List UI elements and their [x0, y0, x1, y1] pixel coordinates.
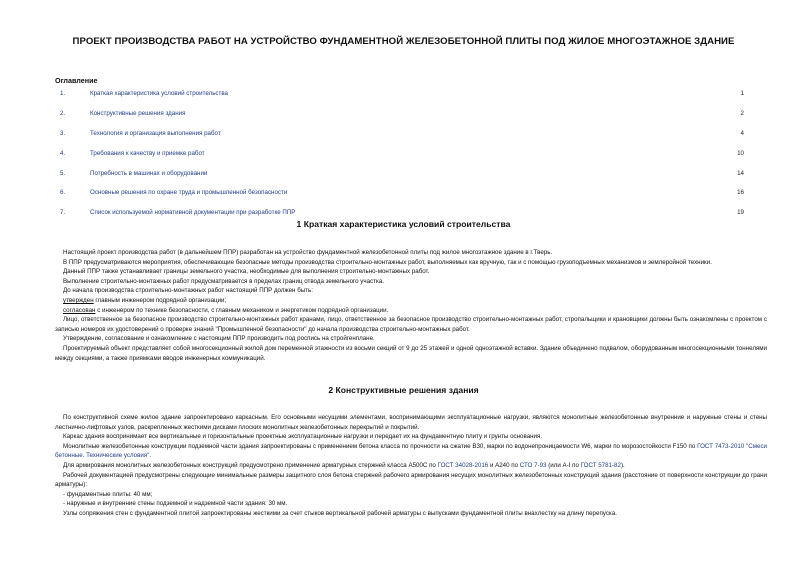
gost-5781-link[interactable]: ГОСТ 5781-82 [580, 461, 621, 469]
paragraph: По конструктивной схеме жилое здание запроектировано каркасным. Его основными несущими элементами, воспринимающими эксплуатационные нагрузки, являются монолитные железобетонные внутренние и наружные стены и стены лестнично-лифтовых узлов, раскрепленных жесткими дисками плоских монолитных железобетонных перекрытий и покрытий. [55, 414, 767, 431]
toc-link-conditions[interactable]: Краткая характеристика условий строительства [90, 90, 228, 97]
toc-item [0, 209, 807, 219]
gost-7473-link[interactable]: ГОСТ 7473-2010 "Смеси бетонные. Технические условия" [55, 442, 767, 460]
paragraph: Рабочей документацией предусмотрены следующие минимальные размеры защитного слоя бетона стержней рабочего армирования несущих монолитных железобетонных конструкций здания (расстояние от поверхности конструкции до грани арматуры): [55, 471, 767, 489]
toc-page-number: 10 [737, 150, 744, 157]
toc-item [0, 150, 807, 160]
document-title: ПРОЕКТ ПРОИЗВОДСТВА РАБОТ НА УСТРОЙСТВО ФУНДАМЕНТНОЙ ЖЕЛЕЗОБЕТОННОЙ ПЛИТЫ ПОД ЖИЛОЕ МНОГОЭТАЖНОЕ ЗДАНИЕ [72, 36, 735, 47]
toc-item-number: 3. [60, 130, 66, 137]
gost-34028-link[interactable]: ГОСТ 34028-2016 [437, 461, 489, 469]
paragraph [55, 306, 767, 316]
toc-item [0, 130, 807, 140]
toc-link-machinery[interactable]: Потребность в машинах и оборудовании [90, 170, 208, 177]
toc-item-number: 1. [60, 90, 66, 97]
paragraph-text: и А240 по [488, 461, 520, 469]
paragraph-text: Монолитные железобетонные конструкции подземной части здания запроектированы с применением бетона класса по прочности на сжатие В30, марки по водонепроницаемости W6, марки по морозостойкости F150 по [63, 442, 698, 450]
toc-link-quality[interactable]: Требования к качеству и приемке работ [90, 150, 205, 157]
toc-page-number: 16 [737, 189, 744, 196]
toc-heading: Оглавление [55, 76, 98, 85]
underlined-term: согласован [63, 306, 96, 314]
underlined-term: утвержден [63, 296, 94, 304]
toc-page-number: 2 [740, 110, 744, 117]
paragraph: Данный ППР также устанавливает границы земельного участка, необходимые для выполнения строительно-монтажных работ. [63, 268, 430, 276]
toc-page-number: 19 [737, 209, 744, 216]
paragraph-text: Для армирования монолитных железобетонных конструкций предусмотрено применение арматурных стержней класса А500С по [63, 461, 438, 469]
paragraph: Настоящий проект производства работ (в дальнейшем ППР) разработан на устройство фундаментной железобетонной плиты под жилое многоэтажное здание в г.Тверь. [63, 249, 553, 256]
toc-page-number: 14 [737, 170, 744, 177]
section-1-body [55, 248, 767, 363]
toc-page-number: 1 [740, 90, 744, 97]
paragraph: До начала производства строительно-монтажных работ настоящий ППР должен быть: [63, 287, 313, 295]
paragraph: Выполнение строительно-монтажных работ предусматривается в пределах границ отвода земельного участка. [63, 277, 384, 285]
toc-link-technology[interactable]: Технология и организация выполнения работ [90, 130, 221, 137]
sto-7-93-link[interactable]: СТО 7-93 [519, 461, 547, 469]
paragraph [55, 461, 767, 471]
paragraph [55, 296, 767, 306]
section-2-title: 2 Конструктивные решения здания [328, 385, 479, 395]
toc-item-number: 5. [60, 170, 66, 177]
toc-item-number: 4. [60, 150, 66, 157]
toc-item-number: 7. [60, 209, 66, 216]
toc-item [0, 170, 807, 180]
paragraph: Узлы сопряжения стен с фундаментной плитой запроектированы жесткими за счет стыков вертикальной рабочей арматуры с выпусками фундаментной плиты внахлестку на длину перепуска. [63, 509, 617, 517]
section-1-title: 1 Краткая характеристика условий строительства [296, 219, 511, 229]
paragraph: Утверждение, согласование и ознакомление с настоящим ППР производить под роспись на стройгенплане. [63, 335, 375, 343]
toc-link-safety[interactable]: Основные решения по охране труда и промышленной безопасности [90, 189, 288, 196]
paragraph-text: (или А-I по [546, 461, 581, 469]
toc-item [0, 110, 807, 120]
toc-page-number: 4 [740, 130, 744, 137]
paragraph: Лицо, ответственное за безопасное производство строительно-монтажных работ кранами, лицо, ответственное за безопасное производство строительно-монтажных работ, стропальщики и крановщики должны быть ознакомлены с проектом с записью номеров их удостоверений о проверке знаний "Промышленной безопасности" до начала производства строительно-монтажных работ. [55, 316, 767, 333]
paragraph [55, 442, 767, 461]
toc-item [0, 90, 807, 100]
paragraph: - наружные и внутренние стены подземной и надземной части здания: 30 мм. [63, 500, 288, 508]
paragraph-text: . [149, 452, 152, 460]
toc-item-number: 2. [60, 110, 66, 117]
paragraph: Проектируемый объект представляет собой многосекционный жилой дом переменной этажности из восьми секций от 9 до 25 этажей и одной одноэтажной вставки. Здание объединено подвалом, оборудованным многосекционными тоннелями между секциями, а также приямками вводов инженерных коммуникаций. [55, 344, 767, 362]
paragraph-text: главным инженером подрядной организации; [93, 296, 227, 304]
paragraph: - фундаментные плиты: 40 мм; [63, 490, 153, 498]
toc-item [0, 189, 807, 199]
paragraph-text: с инженером по технике безопасности, с главным механиком и энергетиком подрядной организации. [95, 306, 389, 314]
paragraph: Каркас здания воспринимает все вертикальные и горизонтальные проектные эксплуатационные нагрузки и передает их на фундаментную плиту и грунты основания. [63, 433, 543, 441]
paragraph: В ППР предусматриваются мероприятия, обеспечивающие безопасные методы производства строительно-монтажных работ, выполняемых как вручную, так и с помощью грузоподъемных механизмов и землеройной техники. [63, 258, 712, 266]
paragraph-text: ). [620, 461, 625, 469]
section-2-body [55, 413, 767, 519]
toc-link-structural[interactable]: Конструктивные решения здания [90, 110, 186, 117]
toc-link-references[interactable]: Список используемой нормативной документации при разработке ППР [90, 209, 296, 216]
toc-item-number: 6. [60, 189, 66, 196]
